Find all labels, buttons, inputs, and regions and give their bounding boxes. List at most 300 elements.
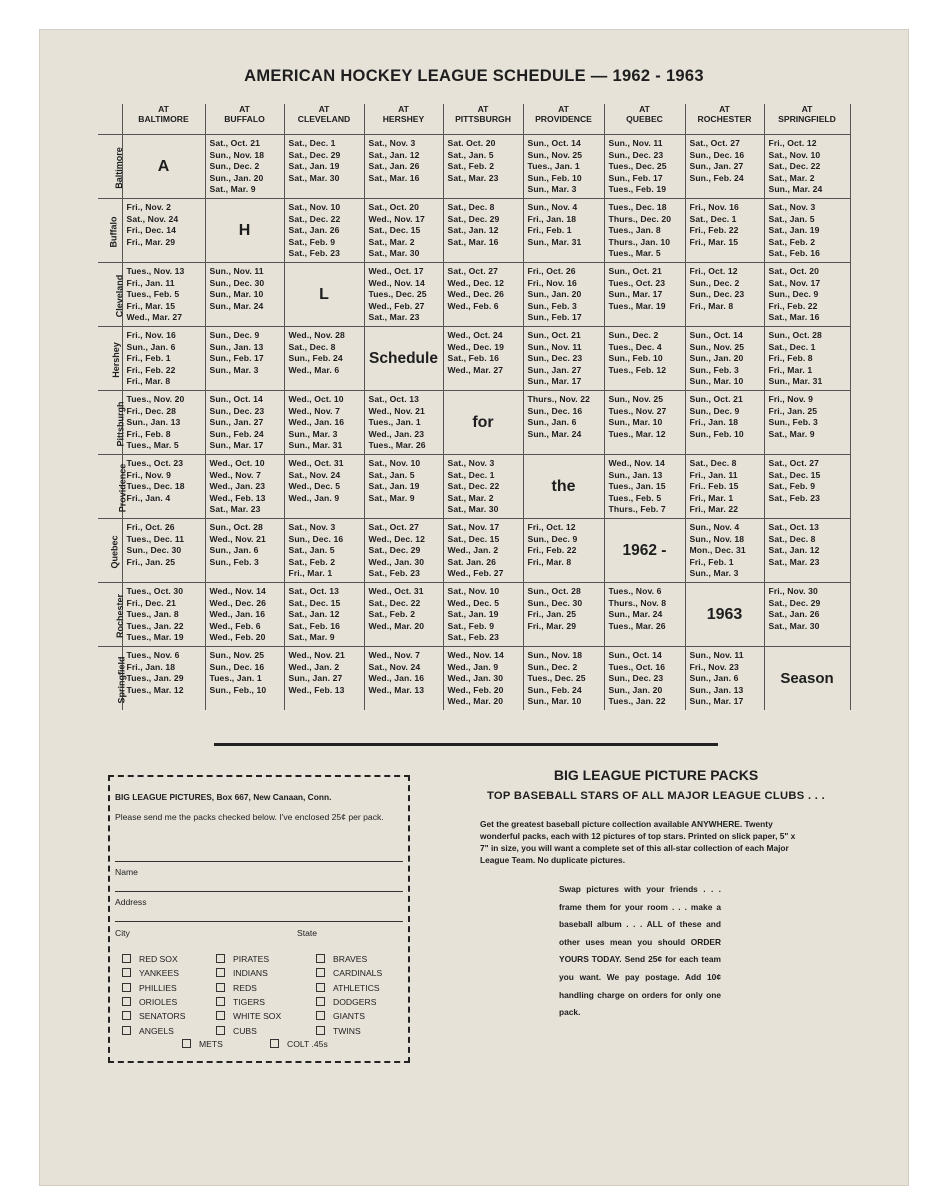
checkbox-reds[interactable] — [216, 983, 257, 993]
diagonal-heading-cell — [604, 519, 685, 583]
schedule-cell — [284, 135, 364, 199]
checkbox-athletics[interactable] — [316, 983, 380, 993]
address-label: Address — [115, 897, 147, 907]
promo-body-intro: Get the greatest baseball picture collection available ANYWHERE. Twenty wonderful packs, each with 12 pictures of top stars. Printed on slick paper, 5" x 7" in size, you will want a complete set of this all-star collection of each Major League Team. No duplicate pictures. — [480, 819, 796, 865]
coupon-heading: BIG LEAGUE PICTURES, Box 667, New Canaan, Conn. — [115, 792, 332, 802]
schedule-cell — [764, 263, 850, 327]
game-date: Fri., Feb. 1 — [527, 225, 572, 236]
game-date: Fri., Nov. 30 — [768, 586, 818, 596]
table-row-baltimore — [98, 135, 850, 199]
checkbox-label: ATHLETICS — [333, 982, 380, 993]
game-date: Sat., Mar. 23 — [368, 312, 420, 323]
game-date: Tues., Mar. 19 — [126, 632, 184, 643]
game-date: Tues., Nov. 13 — [126, 266, 185, 276]
game-date: Wed., Mar. 13 — [368, 684, 425, 695]
schedule-cell — [364, 455, 443, 519]
schedule-cell — [764, 519, 850, 583]
checkbox-colt-45s[interactable] — [270, 1039, 328, 1049]
schedule-cell — [685, 199, 764, 263]
schedule-cell — [284, 455, 364, 519]
game-date: Sat., Feb. 23 — [368, 568, 420, 579]
promo-title: BIG LEAGUE PICTURE PACKS — [553, 767, 759, 783]
game-date: Sun., Mar. 31 — [768, 376, 823, 387]
schedule-cell — [764, 135, 850, 199]
game-date: Wed., Nov. 7 — [288, 405, 340, 416]
checkbox-senators[interactable] — [122, 1011, 185, 1021]
game-date: Sat., Feb. 16 — [768, 248, 820, 259]
checkbox-square[interactable] — [182, 1039, 191, 1048]
game-date: Fri., Oct. 12 — [527, 522, 576, 532]
table-corner — [98, 104, 122, 135]
city-label: City — [115, 928, 130, 938]
game-date: Sun., Feb. 17 — [608, 172, 663, 183]
game-date: Wed., Jan. 23 — [368, 428, 425, 439]
column-at-label: AT — [398, 104, 409, 114]
schedule-cell — [523, 583, 604, 647]
game-date: Sun., Mar. 17 — [608, 289, 663, 300]
game-date: Tues., Nov. 27 — [608, 405, 667, 416]
game-date: Sun., Nov. 18 — [689, 533, 745, 544]
game-date: Wed., Feb. 6 — [447, 300, 499, 311]
game-date: Sun., Dec. 9 — [209, 330, 260, 340]
game-date: Sun., Dec. 23 — [689, 289, 745, 300]
game-date: Sat., Oct. 27 — [689, 138, 740, 148]
schedule-cell — [685, 263, 764, 327]
game-date: Sat., Jan. 5 — [768, 213, 815, 224]
schedule-cell — [443, 199, 523, 263]
game-date: Wed., Mar. 20 — [368, 620, 425, 631]
checkbox-dodgers[interactable] — [316, 997, 376, 1007]
game-date: Tues., Feb. 12 — [608, 364, 667, 375]
schedule-cell — [122, 647, 205, 711]
game-date: Sat., Mar. 30 — [768, 620, 820, 631]
game-date: Wed., Dec. 19 — [447, 341, 505, 352]
game-date: Sun., Dec. 16 — [288, 533, 344, 544]
game-date: Fri., Jan. 11 — [689, 469, 738, 480]
game-date: Sat., Dec. 8 — [288, 341, 336, 352]
game-date: Sun., Jan. 13 — [608, 469, 663, 480]
table-header-row — [98, 104, 850, 135]
checkbox-cubs[interactable] — [216, 1026, 257, 1036]
schedule-cell — [685, 647, 764, 711]
game-date: Sat., Dec. 8 — [447, 202, 495, 212]
schedule-cell — [604, 647, 685, 711]
row-team-name: Providence — [117, 463, 128, 512]
game-date: Sun., Feb. 10 — [608, 353, 663, 364]
game-date: Sat., Oct. 13 — [368, 394, 419, 404]
checkbox-label: SENATORS — [139, 1011, 186, 1022]
game-date: Sat., Nov. 3 — [768, 202, 816, 212]
checkbox-square[interactable] — [316, 954, 325, 963]
schedule-cell — [122, 391, 205, 455]
game-date: Sat., Feb. 23 — [768, 492, 820, 503]
checkbox-square[interactable] — [122, 1026, 131, 1035]
row-team-name: Hershey — [110, 341, 121, 378]
game-date: Wed., Nov. 14 — [368, 277, 425, 288]
game-date: Fri., Jan. 18 — [126, 661, 176, 672]
magazine-page — [40, 30, 908, 1185]
game-date: Sat., Mar. 23 — [209, 504, 261, 515]
game-date: Sat., Mar. 9 — [368, 492, 415, 503]
checkbox-phillies[interactable] — [122, 983, 177, 993]
game-date: Sat., Mar. 9 — [288, 632, 335, 643]
game-date: Tues., Mar. 26 — [608, 620, 666, 631]
table-row-hershey — [98, 327, 850, 391]
column-header-pittsburgh — [443, 104, 523, 135]
game-date: Sat., Dec. 1 — [447, 469, 495, 480]
game-date: Wed., Nov. 21 — [288, 650, 345, 660]
game-date: Wed., Nov. 17 — [368, 213, 425, 224]
schedule-cell — [205, 455, 284, 519]
game-date: Sun., Dec. 23 — [209, 405, 265, 416]
schedule-cell — [443, 647, 523, 711]
game-date: Sun., Jan. 20 — [527, 289, 582, 300]
game-date: Sat., Oct. 13 — [768, 522, 819, 532]
game-date: Sat., Dec. 22 — [368, 597, 421, 608]
game-date: Wed., Mar. 27 — [126, 312, 183, 323]
game-date: Wed., Oct. 24 — [447, 330, 503, 340]
table-row-rochester — [98, 583, 850, 647]
schedule-cell — [604, 135, 685, 199]
game-date: Sun., Oct. 28 — [209, 522, 263, 532]
diagonal-heading-text: A — [157, 157, 170, 175]
diagonal-heading-cell — [364, 327, 443, 391]
game-date: Sat., Dec. 22 — [447, 481, 500, 492]
game-date: Sun., Mar. 31 — [527, 236, 582, 247]
game-date: Tues., Jan. 22 — [126, 620, 184, 631]
game-date: Sat., Mar. 23 — [447, 172, 499, 183]
game-date: Sat., Dec. 29 — [288, 149, 341, 160]
game-date: Fri., Feb. 1 — [689, 556, 734, 567]
game-date: Fri., Dec. 14 — [126, 225, 177, 236]
checkbox-pirates[interactable] — [216, 954, 269, 964]
game-date: Fri., Feb. 22 — [768, 300, 818, 311]
game-date: Fri., Feb. 1 — [126, 353, 171, 364]
schedule-cell — [685, 519, 764, 583]
game-date: Sun., Dec. 9 — [527, 533, 578, 544]
game-date: Wed., Nov. 7 — [368, 650, 420, 660]
schedule-cell — [604, 199, 685, 263]
checkbox-square[interactable] — [216, 1011, 225, 1020]
game-date: Sat., Jan. 19 — [288, 161, 340, 172]
checkbox-label: BRAVES — [333, 954, 368, 964]
checkbox-square[interactable] — [122, 968, 131, 977]
game-date: Sat., Jan. 19 — [447, 609, 499, 620]
game-date: Tues., Dec. 11 — [126, 533, 185, 544]
game-date: Thurs., Dec. 20 — [608, 213, 672, 224]
game-date: Fri., Mar. 29 — [527, 620, 577, 631]
game-date: Fri., Mar. 15 — [689, 236, 739, 247]
game-date: Fri., Oct. 26 — [126, 522, 175, 532]
checkbox-indians[interactable] — [216, 968, 268, 978]
column-team-label: BALTIMORE — [138, 114, 189, 124]
game-date: Tues., Oct. 23 — [126, 458, 184, 468]
game-date: Sat., Feb. 16 — [288, 620, 340, 631]
schedule-cell — [685, 455, 764, 519]
game-date: Sun., Nov. 25 — [527, 149, 583, 160]
game-date: Tues., Feb. 5 — [608, 492, 662, 503]
game-date: Fri., Jan. 25 — [768, 405, 818, 416]
column-at-label: AT — [477, 104, 489, 114]
checkbox-square[interactable] — [316, 1011, 325, 1020]
game-date: Tues., Dec. 4 — [608, 341, 662, 352]
schedule-cell — [443, 583, 523, 647]
schedule-cell — [764, 583, 850, 647]
row-team-label — [98, 647, 127, 711]
game-date: Fri., Mar. 1 — [288, 568, 333, 579]
game-date: Sat., Dec. 29 — [368, 545, 421, 556]
diagonal-heading-cell — [523, 455, 604, 519]
game-date: Sun., Feb. 24 — [527, 684, 582, 695]
game-date: Sun., Jan. 27 — [689, 161, 744, 172]
column-at-label: AT — [558, 104, 569, 114]
game-date: Thurs., Nov. 22 — [527, 394, 590, 404]
game-date: Sat., Nov. 17 — [768, 277, 821, 288]
game-date: Sat., Oct. 27 — [368, 522, 419, 532]
column-header-hershey — [364, 104, 443, 135]
checkbox-label: TWINS — [333, 1025, 361, 1036]
checkbox-square[interactable] — [270, 1039, 279, 1048]
game-date: Sat., Oct. 27 — [447, 266, 498, 276]
game-date: Sat., Feb. 2 — [768, 236, 816, 247]
game-date: Tues., Dec. 25 — [527, 673, 586, 684]
game-date: Sun., Jan. 6 — [527, 417, 577, 428]
schedule-cell — [523, 263, 604, 327]
game-date: Sat., Mar. 16 — [368, 172, 420, 183]
game-date: Sun., Dec. 2 — [209, 161, 260, 172]
game-date: Sat., Nov. 3 — [288, 522, 336, 532]
game-date: Sat., Dec. 29 — [447, 213, 500, 224]
checkbox-braves[interactable] — [316, 954, 367, 964]
game-date: Wed., Feb. 20 — [447, 684, 504, 695]
schedule-cell — [122, 455, 205, 519]
checkbox-white-sox[interactable] — [216, 1011, 281, 1021]
checkbox-tigers[interactable] — [216, 997, 265, 1007]
game-date: Sun., Mar. 3 — [689, 568, 739, 579]
game-date: Wed., Mar. 20 — [447, 696, 504, 707]
checkbox-orioles[interactable] — [122, 997, 177, 1007]
checkbox-red-sox[interactable] — [122, 954, 178, 964]
schedule-cell — [284, 327, 364, 391]
game-date: Sun., Mar. 10 — [608, 417, 663, 428]
game-date: Sat. Oct. 20 — [447, 138, 496, 148]
game-date: Sun., Dec. 23 — [608, 149, 664, 160]
game-date: Sun., Oct. 28 — [768, 330, 822, 340]
diagonal-heading-cell — [205, 199, 284, 263]
game-date: Tues., Dec. 18 — [126, 481, 185, 492]
game-date: Wed., Feb. 6 — [209, 620, 261, 631]
game-date: Sat., Jan. 12 — [288, 609, 340, 620]
schedule-cell — [122, 199, 205, 263]
game-date: Sun., Oct. 14 — [527, 138, 581, 148]
schedule-cell — [122, 327, 205, 391]
game-date: Fri., Nov. 16 — [126, 330, 176, 340]
game-date: Wed., Oct. 10 — [288, 394, 344, 404]
schedule-cell — [205, 263, 284, 327]
game-date: Fri., Nov. 16 — [689, 202, 739, 212]
checkbox-cardinals[interactable] — [316, 968, 382, 978]
checkbox-square[interactable] — [122, 954, 131, 963]
game-date: Tues., Jan. 1 — [368, 417, 421, 428]
game-date: Wed., Jan. 9 — [288, 492, 340, 503]
game-date: Tues., Nov. 6 — [126, 650, 180, 660]
game-date: Tues., Feb. 19 — [608, 184, 667, 195]
game-date: Fri., Feb. 22 — [527, 545, 577, 556]
game-date: Fri., Jan. 25 — [126, 556, 176, 567]
game-date: Sat., Dec. 22 — [288, 213, 341, 224]
game-date: Wed., Mar. 27 — [447, 364, 504, 375]
game-date: Fri., Mar. 29 — [126, 236, 176, 247]
checkbox-square[interactable] — [316, 968, 325, 977]
column-team-label: PROVIDENCE — [535, 114, 592, 124]
schedule-cell — [604, 327, 685, 391]
schedule-cell — [764, 199, 850, 263]
checkbox-square[interactable] — [216, 997, 225, 1006]
game-date: Tues., Jan. 1 — [527, 161, 580, 172]
game-date: Wed., Nov. 21 — [209, 533, 266, 544]
game-date: Thurs., Jan. 10 — [608, 236, 671, 247]
game-date: Sat., Dec. 22 — [768, 161, 821, 172]
game-date: Sun., Jan. 20 — [209, 172, 264, 183]
checkbox-square[interactable] — [122, 1011, 131, 1020]
game-date: Sun., Jan. 20 — [608, 684, 663, 695]
schedule-cell — [604, 583, 685, 647]
game-date: Sat., Mar. 16 — [768, 312, 820, 323]
game-date: Fri., Mar. 1 — [689, 492, 734, 503]
schedule-cell — [523, 647, 604, 711]
game-date: Sun., Nov. 25 — [209, 650, 265, 660]
checkbox-square[interactable] — [316, 983, 325, 992]
checkbox-square[interactable] — [216, 1026, 225, 1035]
schedule-cell — [443, 263, 523, 327]
game-date: Tues., Mar. 5 — [126, 440, 179, 451]
schedule-cell — [364, 519, 443, 583]
schedule-cell — [284, 647, 364, 711]
diagonal-heading-text: for — [472, 413, 494, 431]
game-date: Tues., Mar. 12 — [608, 428, 666, 439]
game-date: Sun., Feb. 10 — [527, 172, 582, 183]
game-date: Sat., Jan. 26 — [288, 225, 340, 236]
checkbox-square[interactable] — [316, 997, 325, 1006]
checkbox-label: TIGERS — [233, 996, 265, 1007]
column-header-springfield — [764, 104, 850, 135]
checkbox-square[interactable] — [216, 968, 225, 977]
checkbox-square[interactable] — [122, 997, 131, 1006]
game-date: Sat., Mar. 9 — [768, 428, 815, 439]
column-header-providence — [523, 104, 604, 135]
checkbox-square[interactable] — [122, 983, 131, 992]
game-date: Sat., Mar. 2 — [368, 236, 415, 247]
game-date: Sun., Nov. 11 — [689, 650, 744, 660]
game-date: Sun., Mar. 3 — [527, 184, 577, 195]
game-date: Wed., Dec. 5 — [447, 597, 500, 608]
game-date: Tues., Jan. 29 — [126, 673, 184, 684]
row-team-label — [98, 199, 122, 263]
diagonal-heading-cell — [284, 263, 364, 327]
diagonal-heading-text: the — [551, 477, 576, 495]
schedule-cell — [122, 519, 205, 583]
checkbox-twins[interactable] — [316, 1026, 361, 1036]
checkbox-label: REDS — [233, 982, 257, 993]
checkbox-yankees[interactable] — [122, 968, 179, 978]
game-date: Fri., Mar. 8 — [527, 556, 572, 567]
column-team-label: BUFFALO — [224, 114, 265, 124]
game-date: Wed., Jan. 2 — [288, 661, 340, 672]
game-date: Fri., Feb. 22 — [689, 225, 739, 236]
game-date: Sat., Mar. 9 — [209, 184, 256, 195]
column-at-label: AT — [639, 104, 650, 114]
schedule-cell — [764, 327, 850, 391]
game-date: Sat., Mar. 2 — [447, 492, 494, 503]
game-date: Sun., Jan. 13 — [689, 684, 744, 695]
diagonal-heading-text: 1962 - — [622, 541, 667, 559]
game-date: Sun., Dec. 2 — [608, 330, 659, 340]
row-team-label — [98, 455, 128, 519]
checkbox-label: PIRATES — [233, 954, 270, 964]
game-date: Wed., Feb. 27 — [368, 300, 425, 311]
schedule-cell — [284, 199, 364, 263]
row-team-name: Baltimore — [113, 146, 124, 189]
checkbox-square[interactable] — [216, 954, 225, 963]
game-date: Fri., Nov. 23 — [689, 661, 739, 672]
game-date: Sun., Jan. 6 — [209, 545, 259, 556]
game-date: Tues., Oct. 30 — [126, 586, 184, 596]
schedule-cell — [604, 391, 685, 455]
game-date: Wed., Dec. 26 — [209, 597, 267, 608]
game-date: Wed., Feb. 13 — [288, 684, 345, 695]
game-date: Sat., Dec. 15 — [288, 597, 341, 608]
name-field[interactable] — [115, 891, 403, 892]
game-date: Sat., Jan. 5 — [447, 149, 494, 160]
column-team-label: CLEVELAND — [297, 114, 351, 124]
game-date: Sun., Mar. 24 — [608, 609, 663, 620]
game-date: Sun., Dec. 30 — [527, 597, 583, 608]
game-date: Sat., Dec. 15 — [368, 225, 421, 236]
game-date: Thurs., Nov. 8 — [608, 597, 667, 608]
game-date: Fri., Feb. 8 — [126, 428, 171, 439]
diagonal-heading-text: H — [238, 221, 251, 239]
game-date: Sun., Jan. 13 — [126, 417, 181, 428]
game-date: Fri., Mar. 15 — [126, 300, 176, 311]
game-date: Wed., Jan. 16 — [288, 417, 345, 428]
game-date: Tues., Jan. 22 — [608, 696, 666, 707]
schedule-cell — [523, 135, 604, 199]
game-date: Tues., Nov. 6 — [608, 586, 662, 596]
checkbox-label: DODGERS — [333, 996, 377, 1007]
table-row-springfield — [98, 647, 850, 711]
game-date: Sat., Feb. 2 — [288, 556, 336, 567]
game-date: Sun., Dec. 16 — [527, 405, 583, 416]
game-date: Fri., Oct. 12 — [768, 138, 817, 148]
checkbox-angels[interactable] — [122, 1026, 174, 1036]
game-date: Fri., Feb. 22 — [126, 364, 176, 375]
checkbox-square[interactable] — [216, 983, 225, 992]
game-date: Fri., Oct. 26 — [527, 266, 576, 276]
game-date: Fri., Dec. 28 — [126, 405, 177, 416]
game-date: Sun., Dec. 30 — [209, 277, 265, 288]
game-date: Fri., Mar. 22 — [689, 504, 739, 515]
game-date: Sun., Dec. 2 — [689, 277, 740, 288]
address-field[interactable] — [115, 921, 403, 922]
game-date: Fri., Feb. 8 — [768, 353, 813, 364]
row-team-name: Quebec — [109, 534, 120, 569]
order-coupon — [108, 775, 410, 1063]
schedule-cell — [122, 263, 205, 327]
checkbox-square[interactable] — [316, 1026, 325, 1035]
checkbox-mets[interactable] — [182, 1039, 223, 1049]
checkbox-giants[interactable] — [316, 1011, 365, 1021]
column-at-label: AT — [719, 104, 730, 114]
